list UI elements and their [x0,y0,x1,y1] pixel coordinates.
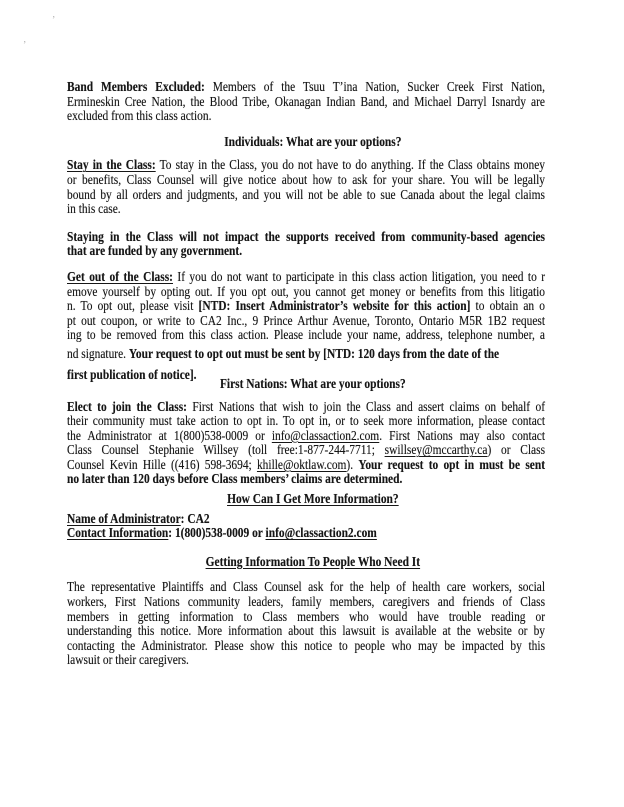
text-segment: Stay in the Class: [67,157,156,173]
text-segment: Your request to opt out must be sent by [NTD: 120 days from the date of the [128,345,500,361]
text-line [67,95,545,110]
text-segment: no later than 120 days before Class members’ claims are determined. [67,471,403,487]
text-segment: First Nations that wish to join the Class and assert claims on behalf of [186,398,546,414]
text-line [67,653,545,668]
heading-more-information [67,492,545,507]
email-text: info@classaction2.com [265,525,377,541]
text-line [67,512,545,527]
email-text: khille@oktlaw.com [256,456,347,472]
text-segment: [NTD: Insert Administrator’s website for this action] [198,298,471,314]
text-line [67,328,545,343]
text-segment: or benefits, Class Counsel will give notice about how to ask for your share. You will be legally [67,171,546,187]
text-line [67,400,545,415]
text-segment: If you do not want to participate in this class action litigation, you need to r [172,268,546,284]
text-segment: first publication of notice]. [67,366,197,382]
text-line [67,230,545,245]
text-segment: : CA2 [180,510,210,526]
text-line [67,270,545,285]
text-line [67,639,545,654]
text-line [67,299,545,314]
text-segment: emove yourself by opting out. If you opt out, you cannot get money or benefits from this litigatio [67,283,546,299]
text-segment: The representative Plaintiffs and Class Counsel ask for the help of health care workers, social [67,579,546,595]
text-segment: lawsuit or their caregivers. [67,652,189,668]
text-segment: members in getting information to Class members who would have trouble reading or [67,608,546,624]
text-segment: First Nations: What are your options? [219,375,406,391]
text-line [67,343,545,364]
text-segment: pt out coupon, or write to CA2 Inc., 9 Prince Arthur Avenue, Toronto, Ontario M5R 1B2 request [67,312,546,328]
document-content [67,80,545,668]
text-segment: To stay in the Class, you do not have to do anything. If the Class obtains money [155,157,546,173]
text-segment: Ermineskin Cree Nation, the Blood Tribe, Okanagan Indian Band, and Michael Darryl Isnardy are [67,93,546,109]
text-line [67,443,545,458]
text-line [67,595,545,610]
paragraph-staying-no-impact [67,230,545,259]
text-segment: to obtain an o [470,298,546,314]
text-segment: : 1(800)538-0009 or [168,525,266,541]
text-line [67,414,545,429]
heading-individuals-options [67,135,545,150]
text-line [67,285,545,300]
text-segment: Band Members Excluded: [67,79,205,94]
text-line [67,158,545,173]
text-segment: ing to be removed from this class action. Please include your name, address, telephone number, a [67,327,546,343]
text-segment: the Administrator at 1(800)538-0009 or [67,427,272,443]
text-segment: Individuals: What are your options? [224,133,402,149]
text-line [67,188,545,203]
text-line [67,580,545,595]
text-segment: . First Nations may also contact [379,427,546,443]
text-segment: bound by all orders and judgments, and you will not be able to sue Canada about the legal claims [67,186,546,202]
scan-speck: ’ [23,40,27,51]
text-segment: in this case. [67,201,121,217]
paragraph-help-notice [67,580,545,668]
text-segment: Get out of the Class: [67,268,173,284]
text-segment: excluded from this class action. [67,108,212,124]
text-segment: Staying in the Class will not impact the supports received from community-based agencies [67,228,546,244]
paragraph-stay-in-class [67,158,545,216]
text-segment: How Can I Get More Information? [227,491,399,507]
text-segment: Contact Information [67,525,169,541]
email-text: info@classaction2.com [271,427,380,443]
text-segment: contacting the Administrator. Please show this notice to people who may be impacted by this [67,637,546,653]
paragraph-elect-to-join [67,400,545,488]
heading-text [81,135,545,150]
heading-getting-information [67,555,545,570]
text-line [67,610,545,625]
text-segment: understanding this notice. More information about this lawsuit is available at the website or by [67,623,546,639]
text-line [67,80,545,95]
text-segment: Members of the Tsuu T’ina Nation, Sucker Creek First Nation, [204,79,546,94]
paragraph-administrator [67,512,545,541]
text-line [67,429,545,444]
text-segment: Counsel Kevin Hille ((416) 598-3694; [67,456,257,472]
text-line [67,173,545,188]
text-line [67,526,545,541]
text-line [67,458,545,473]
text-segment: Elect to join the Class: [67,398,187,414]
text-segment: workers, First Nations community leaders, family members, caregivers and friends of Class [67,594,546,610]
text-segment: Getting Information To People Who Need It [205,553,421,569]
text-segment: Class Counsel Stephanie Willsey (toll free:1-877-244-7711; [67,442,385,458]
text-segment: Name of Administrator [67,510,181,526]
heading-text [81,492,545,507]
text-segment: Your request to opt in must be sent [358,456,546,472]
paragraph-get-out [67,270,545,385]
text-segment: ) or Class [487,442,546,458]
text-segment: nd signature. [67,345,129,361]
text-line [67,314,545,329]
text-line [67,624,545,639]
text-segment: ). [346,456,359,472]
email-text: swillsey@mccarthy.ca [384,442,488,458]
heading-text [81,555,545,570]
text-segment: n. To opt out, please visit [67,298,199,314]
text-segment: that are funded by any government. [67,243,243,259]
text-line [67,244,545,259]
text-segment: their community must take action to opt in. To opt in, or to seek more information, please contact [67,413,546,429]
scan-speck: ’ [52,15,56,26]
text-line [67,202,545,217]
text-line [67,109,545,124]
text-line [67,472,545,487]
paragraph-band-members-excluded [67,80,545,124]
